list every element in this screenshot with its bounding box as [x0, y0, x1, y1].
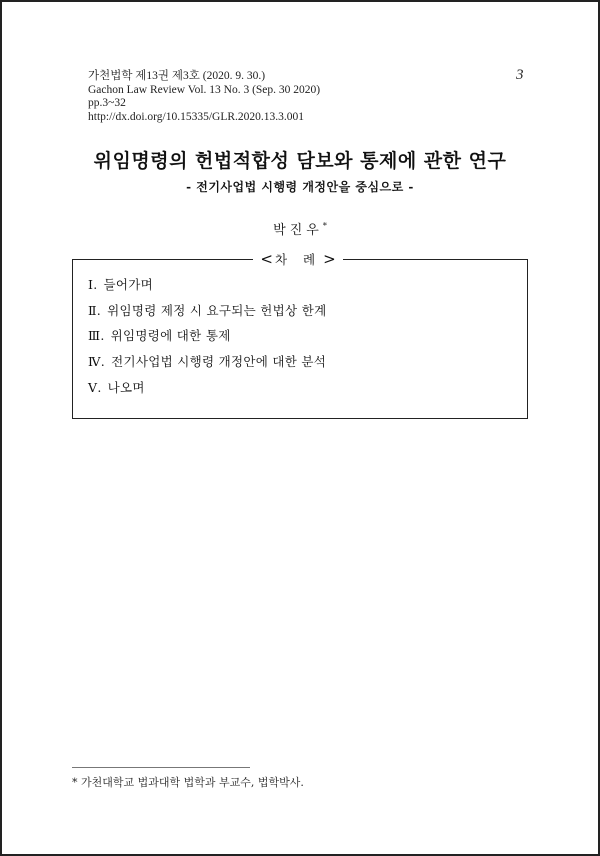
author-name: 박진우 — [273, 223, 323, 238]
toc-item-text: 나오며 — [107, 379, 145, 395]
footnote-divider — [72, 767, 250, 768]
toc-label-text: 차 례 — [274, 252, 322, 267]
page-range: pp.3~32 — [88, 97, 126, 109]
toc-item-number: Ⅱ. — [88, 302, 102, 318]
page-number: 3 — [516, 67, 524, 83]
toc-item-text: 위임명령에 대한 통제 — [110, 328, 231, 344]
toc-item-text: 위임명령 제정 시 요구되는 헌법상 한계 — [107, 302, 327, 318]
right-angle-icon: > — [323, 250, 336, 268]
paper-title: 위임명령의 헌법적합성 담보와 통제에 관한 연구 — [93, 150, 507, 172]
author-footnote-mark: * — [322, 221, 327, 231]
toc-item-number: Ⅰ. — [88, 277, 98, 292]
toc-item-number: Ⅳ. — [88, 354, 106, 370]
toc-item-number: Ⅴ. — [88, 379, 102, 395]
toc-item-text: 전기사업법 시행령 개정안에 대한 분석 — [111, 354, 327, 370]
journal-header — [88, 70, 320, 124]
toc-item-text: 들어가며 — [103, 277, 154, 292]
footnote: * 가천대학교 법과대학 법학과 부교수, 법학박사. — [72, 776, 304, 789]
journal-citation-english: Gachon Law Review Vol. 13 No. 3 (Sep. 30 2020) — [88, 83, 321, 96]
journal-citation-korean: 가천법학 제13권 제3호 (2020. 9. 30.) — [88, 70, 266, 82]
toc-item-number: Ⅲ. — [88, 328, 105, 344]
author — [0, 219, 600, 238]
toc-label — [253, 249, 343, 269]
toc-item[interactable] — [88, 272, 326, 298]
paper-subtitle: - 전기사업법 시행령 개정안을 중심으로 - — [186, 180, 414, 194]
toc-item[interactable] — [88, 298, 326, 324]
toc-item[interactable] — [88, 349, 326, 375]
left-angle-icon: < — [260, 250, 273, 268]
toc-item[interactable] — [88, 323, 326, 349]
toc-item[interactable] — [88, 375, 326, 401]
doi-link[interactable]: http://dx.doi.org/10.15335/GLR.2020.13.3.001 — [88, 110, 305, 123]
toc-list — [88, 272, 326, 401]
